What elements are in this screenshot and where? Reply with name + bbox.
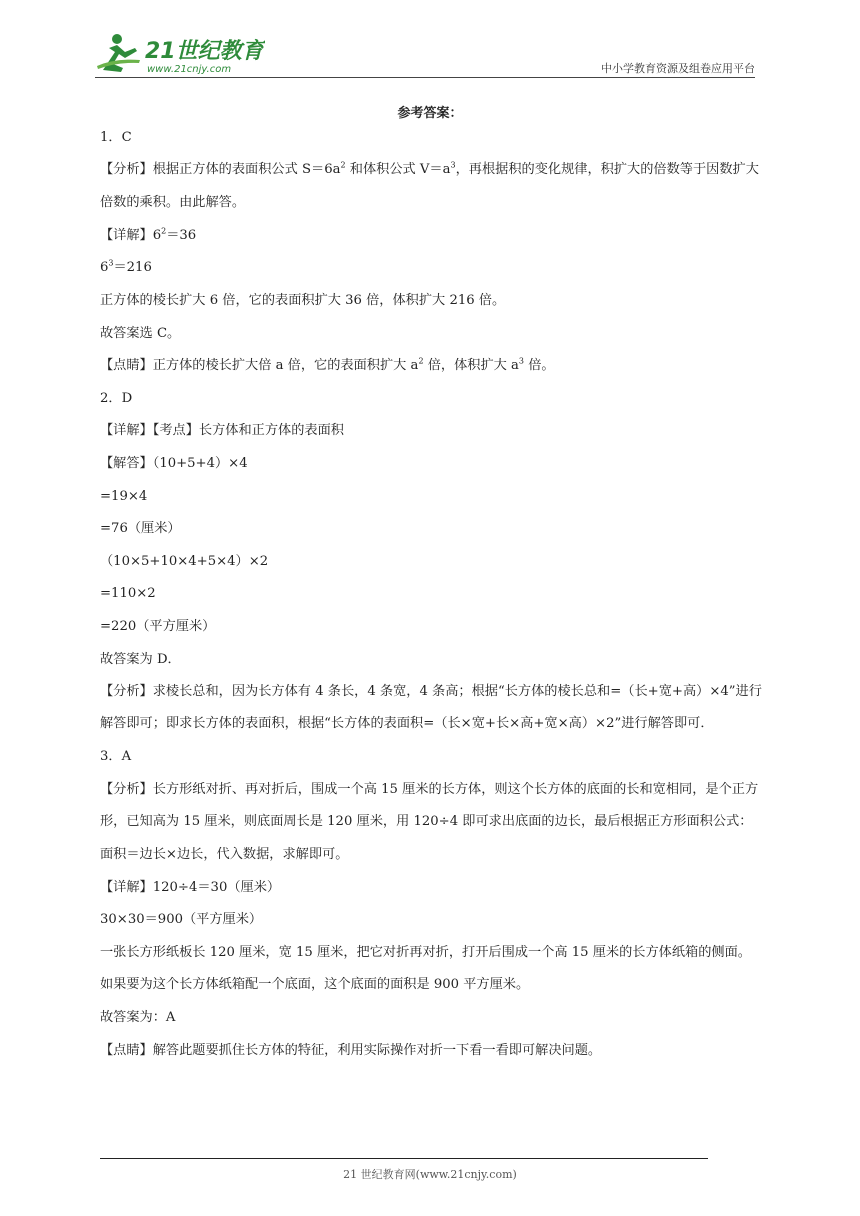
q1-analysis: 【分析】根据正方体的表面积公式 $S=6a^2$ 和体积公式 $V=a^3$，再根据积的变化规律，积扩大的倍数等于因数扩大倍数的乘积。由此解答。 [100,160,759,210]
q2-answer: 2．D [100,390,133,406]
q3-detail: 【详解】120÷4＝30（厘米） [100,879,281,895]
header-divider [95,77,755,78]
q2-step: =220（平方厘米） [100,618,216,634]
q1-detail: 【详解】$6^2=36$ [100,226,197,243]
q3-analysis: 【分析】长方形纸对折、再对折后，围成一个高 15 厘米的长方体，则这个长方体的底面的长和宽相同，是个正方形，已知高为 15 厘米，则底面周长是 120 厘米，用 120÷4 即可求出底面的边长，最后根据正方形面积公式：面积＝边长×边长，代入数据，求解即可。 [100,781,759,862]
site-tagline: 中小学教育资源及组卷应用平台 [601,62,755,75]
q1-step: $6^3=216$ [100,258,152,276]
q2-detail: 【详解】【考点】长方体和正方体的表面积 [100,423,344,439]
q3-explanation: 一张长方形纸板长 120 厘米，宽 15 厘米，把它对折再对折，打开后围成一个高 15 厘米的长方体纸箱的侧面。如果要为这个长方体纸箱配一个底面，这个底面的面积是 900 平方厘米。 [100,944,751,993]
q3-step: 30×30＝900（平方厘米） [100,912,263,928]
q3-final: 故答案为：A [100,1010,176,1026]
q2-analysis: 【分析】求棱长总和，因为长方体有 4 条长，4 条宽，4 条高；根据“长方体的棱长总和=（长+宽+高）×4”进行解答即可；即求长方体的表面积，根据“长方体的表面积=（长×宽+长×高+宽×高）×2”进行解答即可． [100,683,762,732]
answer-content [100,128,762,1073]
page-footer: 21 世纪教育网(www.21cnjy.com) [343,1168,517,1181]
q2-step: =19×4 [100,488,148,504]
q2-step: =76（厘米） [100,521,181,537]
q2-step: =110×2 [100,586,156,602]
q2-step: 【解答】（10+5+4）×4 [100,455,248,471]
svg-text:www.21cnjy.com: www.21cnjy.com [147,64,232,75]
q1-tip: 【点睛】正方体的棱长扩大倍 a 倍，它的表面积扩大 $a^2$ 倍，体积扩大 $a^3$ 倍。 [100,356,555,374]
site-logo [95,30,265,76]
page-header [95,30,755,78]
svg-text:21世纪教育: 21世纪教育 [145,39,264,64]
q1-final: 故答案选 C。 [100,325,181,341]
q1-answer: 1．C [100,130,132,145]
q2-final: 故答案为 D． [100,651,181,667]
q1-conclusion: 正方体的棱长扩大 6 倍，它的表面积扩大 36 倍，体积扩大 216 倍。 [100,292,506,308]
footer-divider [100,1158,708,1159]
q2-step: （10×5+10×4+5×4）×2 [100,553,269,569]
q3-tip: 【点睛】解答此题要抓住长方体的特征，利用实际操作对折一下看一看即可解决问题。 [100,1042,602,1058]
q3-answer: 3．A [100,749,132,765]
page-title: 参考答案： [397,106,463,121]
